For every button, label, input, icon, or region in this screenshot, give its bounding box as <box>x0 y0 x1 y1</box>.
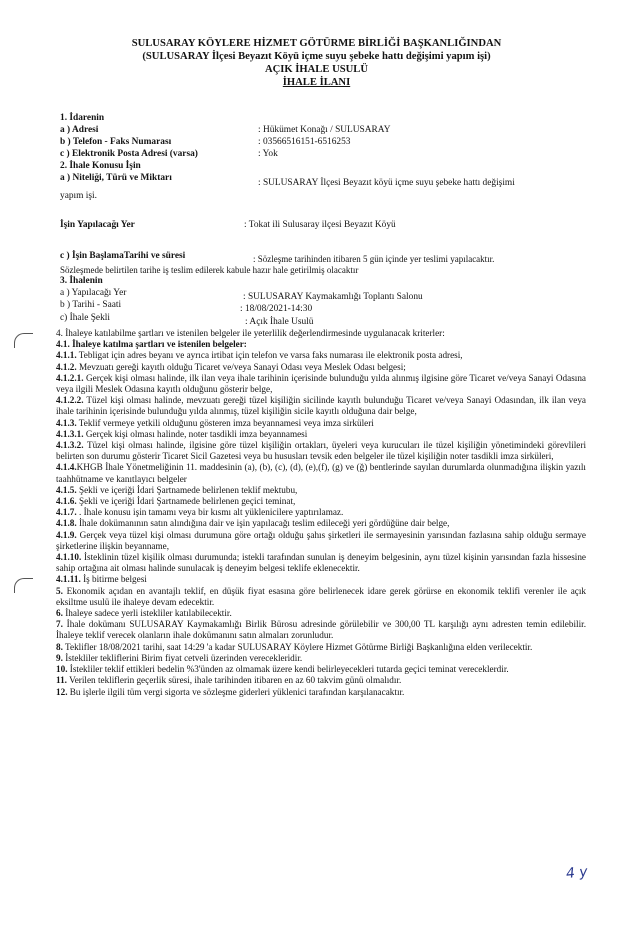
condition-paragraph <box>56 496 586 507</box>
paragraph-number: 4.1.2. <box>56 361 77 372</box>
tender-date-label: b ) Tarihi - Saati <box>60 300 122 310</box>
condition-paragraph <box>56 530 586 552</box>
paragraph-text: Verilen tekliflerin geçerlik süresi, ihale tarihinden itibaren en az 60 takvim günü olmalıdır. <box>66 675 402 686</box>
paragraph-text: İhaleye sadece yerli istekliler katılabilecektir. <box>62 608 232 619</box>
paragraph-number: 4.1.8. <box>56 518 77 529</box>
condition-paragraph <box>56 518 586 529</box>
tender-method-label: c) İhale Şekli <box>60 313 110 323</box>
nature-label: a ) Niteliği, Türü ve Miktarı <box>60 173 172 183</box>
paragraph-text: Gerçek kişi olması halinde, noter tasdikli imza beyannamesi <box>83 428 308 439</box>
email-value: : Yok <box>258 149 278 159</box>
paragraph-number: 4.1.7. <box>56 507 77 518</box>
paragraph-text: . İhale konusu işin tamamı veya bir kısmı alt yüklenicilere yaptırılamaz. <box>76 507 344 518</box>
tender-place-value: : SULUSARAY Kaymakamlığı Toplantı Salonu <box>243 292 423 302</box>
conditions-body <box>56 328 586 698</box>
nature-value-cont: yapım işi. <box>60 191 97 201</box>
paragraph-text: İş bitirme belgesi <box>80 574 147 585</box>
paragraph-text: Şekli ve içeriği İdari Şartnamede belirlenen geçici teminat, <box>76 496 296 507</box>
work-place-label: İşin Yapılacağı Yer <box>60 220 135 230</box>
tender-date-value: : 18/08/2021-14:30 <box>240 304 313 314</box>
paragraph-number: 4.1.2.2. <box>56 395 84 406</box>
paragraph-text: İhale dokümanı SULUSARAY Kaymakamlığı Birlik Bürosu adresinde görülebilir ve 300,00 TL karşılığı aynı adresten temin edilebilir. İhaleye teklif verecek olanların ihale dokümanını satın almaları zorunludur. <box>56 619 586 641</box>
paragraph-number: 9. <box>56 652 63 663</box>
paragraph-text: Tüzel kişi olması halinde, ilgisine göre tüzel kişiliğin ortakları, üyeleri veya kurucuları ile tüzel kişiliğin yönetimindeki görevlileri belirten son durumu gösterir Ticaret Sicil Gazetesi veya bu hususları tevsik eden belgeler ile tüzel kişiliğin noter tasdikli imza sirküleri, <box>56 440 586 462</box>
section-2-title: 2. İhale Konusu İşin <box>60 161 141 171</box>
header-title: SULUSARAY KÖYLERE HİZMET GÖTÜRME BİRLİĞİ BAŞKANLIĞINDAN <box>131 38 502 49</box>
condition-paragraph <box>56 507 586 518</box>
paragraph-number: 11. <box>56 675 67 686</box>
paragraph-number: 4.1.10. <box>56 552 82 563</box>
paragraph-number: 4.1.1. <box>56 350 77 361</box>
paragraph-number: 6. <box>56 608 63 619</box>
address-value: : Hükümet Konağı / SULUSARAY <box>258 125 391 135</box>
paragraph-number: 4.1. İhaleye katılma şartları ve istenilen belgeler: <box>56 339 247 350</box>
condition-paragraph <box>56 418 586 429</box>
paragraph-number: 4.1.6. <box>56 496 77 507</box>
start-date-cont: Sözleşmede belirtilen tarihe iş teslim edilerek kabule hazır hale getirilmiş olacaktır <box>60 265 359 275</box>
condition-paragraph <box>56 552 586 574</box>
condition-paragraph <box>56 619 586 641</box>
condition-paragraph <box>56 373 586 395</box>
condition-paragraph <box>56 642 586 653</box>
email-label: c ) Elektronik Posta Adresi (varsa) <box>60 149 198 159</box>
paragraph-text: İstekliler teklif ettikleri bedelin %3'ünden az olmamak üzere kendi belirleyecekleri tutarda geçici teminat vereceklerdir. <box>67 664 509 675</box>
handwritten-initials: 4 y <box>565 863 589 883</box>
condition-paragraph <box>56 586 586 608</box>
header-method: AÇIK İHALE USULÜ <box>264 64 368 75</box>
condition-paragraph <box>56 485 586 496</box>
condition-paragraph <box>56 328 586 339</box>
section-1-title: 1. İdarenin <box>60 113 105 123</box>
paragraph-number: 10. <box>56 664 68 675</box>
header-subtitle: (SULUSARAY İlçesi Beyazıt Köyü içme suyu şebeke hattı değişimi yapım işi) <box>142 51 491 62</box>
condition-paragraph <box>56 395 586 417</box>
paragraph-number: 4.1.5. <box>56 484 77 495</box>
condition-paragraph <box>56 574 586 585</box>
paragraph-text: Mevzuatı gereği kayıtlı olduğu Ticaret ve/veya Sanayi Odası veya Meslek Odası belgesi; <box>76 361 406 372</box>
address-label: a ) Adresi <box>60 125 99 135</box>
paragraph-number: 12. <box>56 686 68 697</box>
work-place-value: : Tokat ili Sulusaray ilçesi Beyazıt Köyü <box>244 220 396 230</box>
paragraph-number: 4.1.9. <box>56 529 77 540</box>
condition-paragraph <box>56 608 586 619</box>
condition-paragraph <box>56 675 586 686</box>
paragraph-text: Ekonomik açıdan en avantajlı teklif, en düşük fiyat esasına göre belirlenecek idare gerek görürse en ekonomik teklifi verenler ile açık eksiltme usulü ile ihaleye devam edecektir. <box>56 585 586 607</box>
paragraph-text: İsteklinin tüzel kişilik olması durumunda; istekli tarafından sunulan iş deneyim belgesinin, aynı tüzel kişinin yarısından fazla hissesine sahip ortağına ait olması halinde sunulacak iş deneyim belgesi teklife eklenecektir. <box>56 552 586 574</box>
paragraph-text: Tüzel kişi olması halinde, mevzuatı gereği tüzel kişiliğin sicilinde kayıtlı bulunduğu Ticaret ve/veya Sanayi Odasından, ilk ilan veya ihale tarihinin içerisinde bulunduğu yılda alınmış, tüzel kişiliğin sicile kayıtlı olduğuna dair belge, <box>56 395 586 417</box>
paragraph-number: 8. <box>56 641 63 652</box>
paragraph-number: 7. <box>56 619 63 630</box>
paragraph-number: 4.1.11. <box>56 574 81 585</box>
nature-value: : SULUSARAY İlçesi Beyazıt köyü içme suyu şebeke hattı değişimi <box>258 178 515 188</box>
paragraph-text: Şekli ve içeriği İdari Şartnamede belirlenen teklif mektubu, <box>76 484 298 495</box>
paragraph-number: 4.1.3.1. <box>56 428 84 439</box>
scan-mark <box>14 333 33 348</box>
paragraph-text: Gerçek veya tüzel kişi olması durumuna göre ortağı olduğu şahıs şirketleri ile sermayesinin yarısından fazlasına sahip olduğu sermaye şirketlerine ilişkin beyanname, <box>56 529 586 551</box>
paragraph-number: 4.1.4. <box>56 462 77 473</box>
tender-place-label: a ) Yapılacağı Yer <box>60 288 127 298</box>
tender-method-value: : Açık İhale Usulü <box>245 317 314 327</box>
condition-paragraph <box>56 462 586 484</box>
start-date-label: c ) İşin BaşlamaTarihi ve süresi <box>60 251 186 261</box>
scan-mark <box>14 578 33 593</box>
paragraph-text: Tebligat için adres beyanı ve ayrıca irtibat için telefon ve varsa faks numarası ile elektronik posta adresi, <box>76 350 463 361</box>
paragraph-text: 4. İhaleye katılabilme şartları ve istenilen belgeler ile yeterlilik değerlendirmesinde uygulanacak kriterler: <box>56 328 445 338</box>
paragraph-text: Bu işlerle ilgili tüm vergi sigorta ve sözleşme giderleri yüklenici tarafından karşılanacaktır. <box>67 686 405 697</box>
phone-value: : 03566516151-6516253 <box>258 137 351 147</box>
paragraph-number: 4.1.3.2. <box>56 440 84 451</box>
header-announcement: İHALE İLANI <box>282 77 351 88</box>
condition-paragraph <box>56 653 586 664</box>
section-3-title: 3. İhalenin <box>60 276 103 286</box>
phone-label: b ) Telefon - Faks Numarası <box>60 137 172 147</box>
paragraph-text: KHGB İhale Yönetmeliğinin 11. maddesinin (a), (b), (c), (d), (e),(f), (g) ve (ğ) bentlerinde sayılan durumlarda olunmadığına ilişkin yazılı taahhütname ve kanıtlayıcı belgeler <box>56 462 586 484</box>
paragraph-number: 5. <box>56 585 63 596</box>
start-date-value: : Sözleşme tarihinden itibaren 5 gün içinde yer teslimi yapılacaktır. <box>253 254 495 264</box>
condition-paragraph <box>56 350 586 361</box>
condition-paragraph <box>56 429 586 440</box>
condition-paragraph <box>56 362 586 373</box>
condition-paragraph <box>56 664 586 675</box>
paragraph-text: İstekliler tekliflerini Birim fiyat cetveli üzerinden verecekleridir. <box>62 652 303 663</box>
paragraph-text: Gerçek kişi olması halinde, ilk ilan veya ihale tarihinin içerisinde bulunduğu yılda alınmış ilgisine göre Ticaret ve/veya Sanayi Odasına veya ilgili Meslek Odasına kayıtlı olduğunu gösterir belge, <box>56 372 586 395</box>
condition-paragraph <box>56 339 586 350</box>
paragraph-text: Teklifler 18/08/2021 tarihi, saat 14:29 'a kadar SULUSARAY Köylere Hizmet Götürme Birliği Başkanlığına elden verilecektir. <box>62 641 533 652</box>
paragraph-text: İhale dokümanının satın alındığına dair ve işin yapılacağı teslim edileceği yeri gördüğüne dair belge, <box>76 518 450 529</box>
condition-paragraph <box>56 687 586 698</box>
condition-paragraph <box>56 440 586 462</box>
paragraph-number: 4.1.2.1. <box>56 372 84 383</box>
paragraph-number: 4.1.3. <box>56 417 77 428</box>
paragraph-text: Teklif vermeye yetkili olduğunu gösteren imza beyannamesi veya imza sirküleri <box>76 417 374 428</box>
